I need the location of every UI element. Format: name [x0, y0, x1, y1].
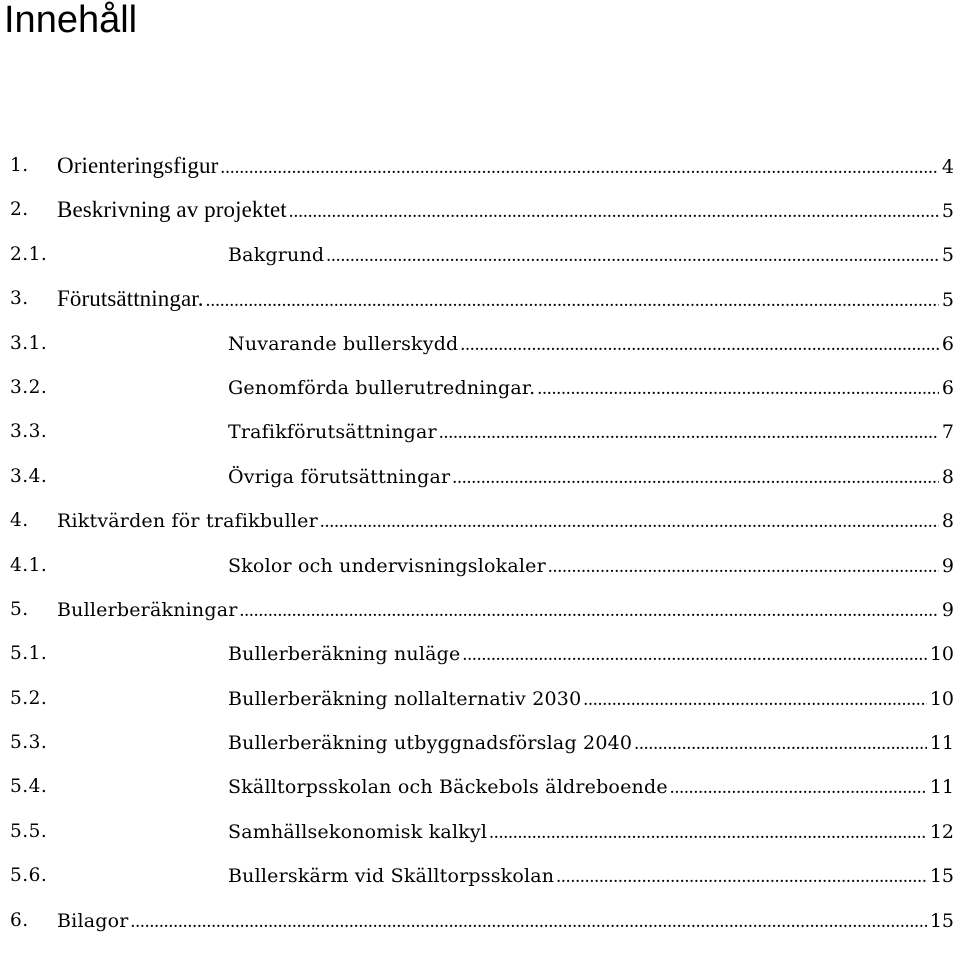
toc-entry-title: Bilagor [57, 909, 129, 932]
dot-leader [548, 545, 939, 589]
toc-entry-number: 5.4. [10, 776, 48, 798]
toc-entry-5-6[interactable] [0, 854, 960, 898]
toc-entry-5-4[interactable] [0, 765, 960, 809]
toc-entry-number: 3.2. [10, 376, 48, 398]
toc-entry-title: Samhällsekonomisk kalkyl [228, 820, 488, 843]
toc-entry-6[interactable] [0, 899, 960, 943]
dot-leader [460, 323, 938, 367]
toc-entry-page: 8 [941, 465, 954, 488]
toc-entry-number: 5.3. [10, 732, 48, 754]
toc-entry-title: Bullerberäkning utbyggnadsförslag 2040 [228, 732, 633, 755]
toc-entry-page: 11 [929, 776, 954, 799]
toc-entry-page: 7 [941, 421, 954, 444]
toc-entry-5[interactable] [0, 588, 960, 632]
toc-entry-title: Nuvarande bullerskydd [228, 332, 459, 355]
toc-entry-5-2[interactable] [0, 677, 960, 721]
dot-leader [670, 766, 927, 810]
dot-leader [320, 500, 939, 544]
toc-entry-title: Orienteringsfigur [57, 153, 219, 178]
toc-entry-title: Bullerberäkning nollalternativ 2030 [228, 687, 582, 710]
toc-entry-number: 3.1. [10, 332, 48, 354]
toc-entry-page: 15 [929, 865, 954, 888]
dot-leader [634, 722, 927, 766]
toc-entry-page: 4 [941, 156, 954, 178]
toc-entry-3-1[interactable] [0, 322, 960, 366]
dot-leader [240, 589, 939, 633]
toc-entry-page: 15 [929, 909, 954, 932]
toc-entry-number: 4. [10, 510, 29, 532]
toc-entry-number: 4.1. [10, 554, 48, 576]
page-title: Innehåll [4, 0, 138, 41]
dot-leader [439, 411, 939, 455]
toc-entry-number: 3.3. [10, 421, 48, 443]
toc-entry-title: Bullerberäkning nuläge [228, 643, 461, 666]
dot-leader [220, 146, 939, 190]
toc-entry-number: 2.1. [10, 243, 48, 265]
toc-entry-number: 5.2. [10, 687, 48, 709]
toc-entry-page: 5 [941, 243, 954, 266]
toc-entry-number: 1. [10, 155, 29, 176]
toc-entry-title: Skälltorpsskolan och Bäckebols äldreboende [228, 776, 668, 799]
toc-entry-page: 8 [941, 510, 954, 533]
toc-entry-page: 5 [941, 200, 954, 223]
toc-entry-page: 10 [929, 643, 954, 666]
toc-entry-page: 12 [929, 820, 954, 843]
toc-entry-3[interactable] [0, 277, 960, 321]
toc-entry-number: 3.4. [10, 465, 48, 487]
toc-entry-page: 11 [929, 732, 954, 755]
toc-entry-title: Bakgrund [228, 243, 325, 266]
toc-entry-title: Övriga förutsättningar [228, 465, 451, 488]
toc-entry-title: Skolor och undervisningslokaler [228, 554, 546, 577]
table-of-contents [0, 144, 960, 943]
toc-entry-title: Trafikförutsättningar [228, 421, 437, 444]
dot-leader [452, 456, 939, 500]
toc-entry-number: 6. [10, 909, 29, 931]
toc-entry-page: 6 [941, 332, 954, 355]
toc-entry-number: 5.1. [10, 643, 48, 665]
toc-entry-2-1[interactable] [0, 233, 960, 277]
dot-leader [131, 900, 927, 944]
dot-leader [537, 367, 939, 411]
toc-entry-page: 9 [941, 598, 954, 621]
dot-leader [462, 633, 926, 677]
toc-entry-3-4[interactable] [0, 455, 960, 499]
dot-leader [556, 855, 927, 899]
toc-entry-5-5[interactable] [0, 810, 960, 854]
toc-entry-number: 5. [10, 598, 29, 620]
toc-entry-3-2[interactable] [0, 366, 960, 410]
toc-entry-title: Bullerskärm vid Skälltorpsskolan [228, 865, 555, 888]
toc-entry-2[interactable] [0, 188, 960, 232]
toc-entry-page: 5 [941, 289, 954, 312]
toc-entry-number: 3. [10, 288, 29, 310]
toc-entry-title: Genomförda bullerutredningar. [228, 376, 536, 399]
toc-entry-1[interactable] [0, 144, 960, 188]
toc-entry-number: 5.6. [10, 865, 48, 887]
dot-leader [289, 190, 939, 234]
toc-entry-page: 9 [941, 554, 954, 577]
toc-entry-number: 2. [10, 199, 29, 221]
dot-leader [206, 279, 939, 323]
dot-leader [489, 811, 927, 855]
toc-entry-5-3[interactable] [0, 721, 960, 765]
toc-entry-5-1[interactable] [0, 632, 960, 676]
toc-entry-number: 5.5. [10, 820, 48, 842]
dot-leader [326, 234, 939, 278]
toc-entry-title: Riktvärden för trafikbuller [57, 510, 318, 533]
toc-entry-page: 6 [941, 376, 954, 399]
toc-entry-page: 10 [929, 687, 954, 710]
dot-leader [583, 678, 926, 722]
toc-entry-title: Bullerberäkningar [57, 598, 238, 621]
toc-entry-title: Förutsättningar. [57, 286, 204, 312]
toc-entry-title: Beskrivning av projektet [57, 197, 287, 223]
toc-entry-4[interactable] [0, 499, 960, 543]
toc-entry-4-1[interactable] [0, 544, 960, 588]
toc-entry-3-3[interactable] [0, 410, 960, 454]
